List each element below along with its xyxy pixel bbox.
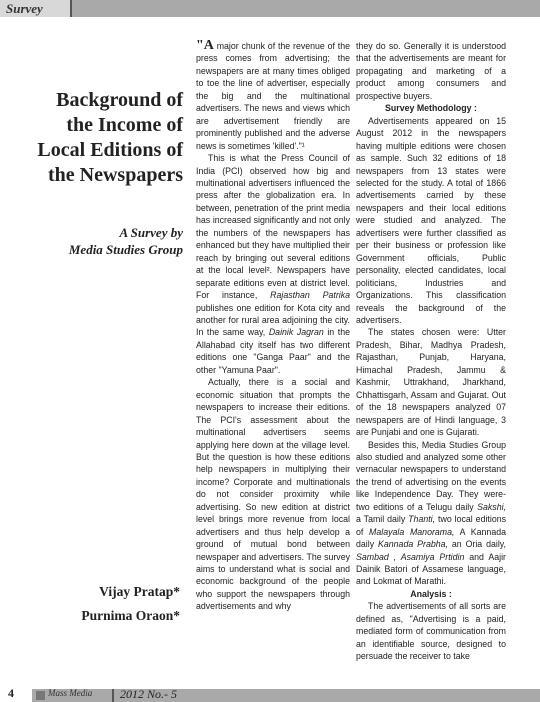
newspaper-name: Sambad , Asamiya Prtidin <box>356 551 465 562</box>
title-line: Background of <box>56 89 183 111</box>
paragraph-text: two local editions of <box>356 514 506 537</box>
title-line: Local Editions of <box>37 139 183 161</box>
drop-cap: "A <box>196 38 214 53</box>
paragraph-text: an Oria daily, <box>447 539 506 550</box>
newspaper-name: Dainik Jagran <box>268 327 324 338</box>
section-header-bar <box>0 0 540 17</box>
paragraph: Advertisements appeared on 15 August 2012 in the newspapers having multiple editions were chosen as sample. Such 32 editions of 18 newspapers from 13 states were selected for the study. A total of 1866 advertisements carried by these newspapers and their local editions were studied and analyzed. The advertisers were further classified as per their business or profession like Government officials, Public personality, elected candidates, local politicians, Industries and Organizations. This classification reveals the background of the advertisers. <box>356 115 506 325</box>
paragraph-text: in the Allahabad city itself has two different editions one "Ganga Paar" and the other "Yamuna Paar". <box>196 327 350 375</box>
newspaper-name: Thanti, <box>408 514 436 525</box>
paragraph <box>356 439 506 588</box>
section-heading: Analysis : <box>410 588 452 599</box>
newspaper-name: Sakshi, <box>477 501 506 512</box>
paragraph: Actually, there is a social and economic situation that prompts the newspapers to increase their editions. The PCI's assessment about the multinational advertisers seems applying here down at the village level. But the question is how these editions help newspapers in multiplying their income? Corporate and multinationals do not consider proximity while advertising. So new edition at district level brings more revenue from local advertisers and thus help develop a ground of mutual bond between newspaper and advertisers. The survey aims to understand what is social and economic background of the people who support the newspapers through advertisements and why <box>196 377 350 612</box>
paragraph-text: This is what the Press Council of India (PCI) observed how big and multinational advertisers influenced the press after the globalization era. In between, penetration of the print media has increased significantly and not only the numbers of the newspapers has enhanced but they have multiplied their reach by bringing out several editions at the local level². Newspapers have separate editions even at district level. For instance, <box>196 153 350 301</box>
paragraph: The advertisements of all sorts are defined as, "Advertising is a paid, mediated form of communication from an identifiable source, designed to persuade the receiver to take <box>356 601 506 662</box>
footer-divider <box>112 689 114 702</box>
paragraph-text: a Tamil daily <box>356 514 409 525</box>
paragraph: they do so. Generally it is understood that the advertisements are meant for propagating and marketing of a product among consumers and prospective buyers. <box>356 41 506 101</box>
title-line: the Income of <box>66 114 183 136</box>
author-name: Purnima Oraon* <box>81 608 180 623</box>
issue-label: 2012 No.- 5 <box>120 687 177 701</box>
author-block <box>8 580 180 628</box>
body-column-2 <box>356 40 506 663</box>
newspaper-name: Rajasthan Patrika <box>270 290 350 301</box>
body-column-1 <box>196 40 350 613</box>
newspaper-name: Malayala Manorama, <box>369 526 455 537</box>
section-tab <box>0 0 72 17</box>
section-label: Survey <box>6 1 43 16</box>
paragraph-text: Besides this, Media Studies Group also studied and analyzed some other vernacular newspapers to understand the trend of advertising on the events like Independence Day. They were- two editions of a Telugu daily <box>356 439 506 512</box>
paragraph: The states chosen were: Utter Pradesh, Bihar, Madhya Pradesh, Rajasthan, Punjab, Haryana, Himachal Pradesh, Jammu & Kashmir, Uttrakhand, Jharkhand, Chhattisgarh, Assam and Gujarat. Out of the 18 newspapers analyzed 07 newspapers are of Hindi language, 3 are Punjabi and one is Gujarati. <box>356 327 506 438</box>
journal-logo: Mass Media <box>48 688 93 698</box>
paragraph <box>196 152 350 376</box>
paragraph <box>196 40 350 152</box>
author-name: Vijay Pratap* <box>99 584 180 599</box>
section-heading: Survey Methodology : <box>385 103 477 114</box>
paragraph-text: major chunk of the revenue of the press comes from advertising; the newspapers are at many times obliged to toe the line of advertiser, especially the big and the multinational advertisers. The news and views which are advertisement friendly are prominently published and the adverse news is sometimes 'killed'."¹ <box>196 41 350 151</box>
title-line: the Newspapers <box>48 164 183 186</box>
paragraph-text: and Aajir Dainik Batori of Assamese language, and Lokmat of Marathi. <box>356 551 506 587</box>
article-title <box>8 88 183 188</box>
page-number: 4 <box>8 686 14 700</box>
article-subtitle <box>8 224 183 258</box>
subtitle-line: A Survey by <box>119 225 183 240</box>
paragraph-text: publishes one edition for Kota city and another for rural area adjoining the city. In the same way, <box>196 302 350 338</box>
footer-square-icon <box>36 691 45 700</box>
subtitle-line: Media Studies Group <box>68 242 183 257</box>
paragraph-text: A Kannada daily <box>356 526 506 550</box>
footer-bar <box>32 689 540 702</box>
newspaper-name: Kannada Prabha, <box>378 539 448 550</box>
